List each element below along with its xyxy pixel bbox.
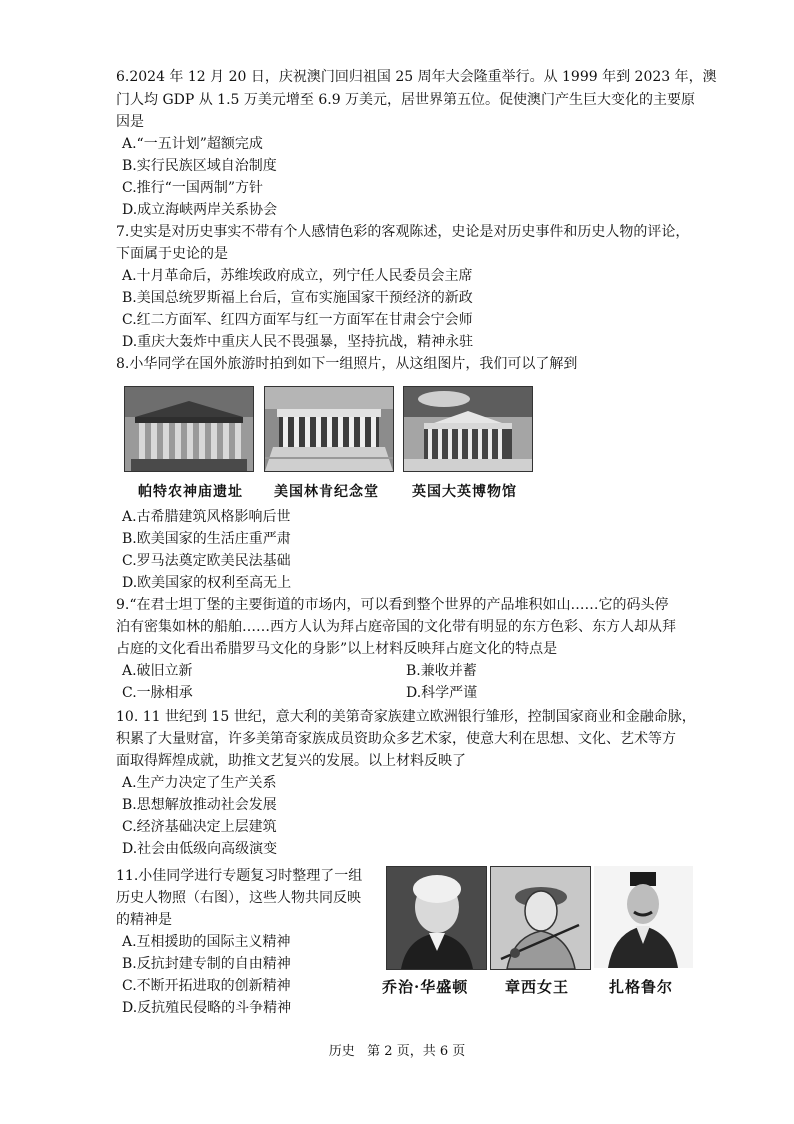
q10-option-a: A.生产力决定了生产关系 [122,775,277,791]
q7-option-a: A.十月革命后，苏维埃政府成立，列宁任人民委员会主席 [122,268,473,284]
q10-stem-line-3: 面取得辉煌成就，助推文艺复兴的发展。以上材料反映了 [116,753,466,769]
q8-option-c: C.罗马法奠定欧美民法基础 [122,553,291,569]
q9-stem-line-3: 占庭的文化看出希腊罗马文化的身影”以上材料反映拜占庭文化的特点是 [116,641,558,657]
q11-stem-line-2: 历史人物照（右图），这些人物共同反映 [116,890,361,906]
q7-option-d: D.重庆大轰炸中重庆人民不畏强暴，坚持抗战，精神永驻 [122,334,474,350]
q9-option-c: C.一脉相承 [122,685,193,701]
q8-option-d: D.欧美国家的权利至高无上 [122,575,292,591]
q8-option-a: A.古希腊建筑风格影响后世 [122,509,291,525]
q6-stem-line-3: 因是 [116,114,144,130]
caption-lincoln-memorial: 美国林肯纪念堂 [274,484,379,500]
parthenon-photo [124,386,254,472]
q7-stem-line-1: 7.史实是对历史事实不带有个人感情色彩的客观陈述，史论是对历史事件和历史人物的评论， [116,224,690,240]
q10-option-c: C.经济基础决定上层建筑 [122,819,277,835]
q8-stem-line-1: 8.小华同学在国外旅游时拍到如下一组照片，从这组图片，我们可以了解到 [116,356,578,372]
q9-option-a: A.破旧立新 [122,663,193,679]
q8-option-b: B.欧美国家的生活庄重严肃 [122,531,291,547]
q9-option-b: B.兼收并蓄 [406,663,477,679]
q10-stem-line-2: 积累了大量财富，许多美第奇家族成员资助众多艺术家，使意大利在思想、文化、艺术等方 [116,731,676,747]
rani-of-jhansi-portrait [490,866,591,970]
q6-stem-line-1: 6.2024 年 12 月 20 日，庆祝澳门回归祖国 25 周年大会隆重举行。从 1999 年到 2023 年，澳 [116,69,717,85]
q10-stem-line-1: 10. 11 世纪到 15 世纪，意大利的美第奇家族建立欧洲银行雏形，控制国家商业和金融命脉， [116,709,696,725]
zaghlul-portrait [594,866,693,968]
caption-parthenon: 帕特农神庙遗址 [138,484,243,500]
q10-option-b: B.思想解放推动社会发展 [122,797,277,813]
q11-stem-line-1: 11.小佳同学进行专题复习时整理了一组 [116,868,363,884]
q9-stem-line-2: 泊有密集如林的船舶……西方人认为拜占庭帝国的文化带有明显的东方色彩、东方人却从拜 [116,619,676,635]
caption-george-washington: 乔治·华盛顿 [382,978,469,996]
caption-british-museum: 英国大英博物馆 [412,484,517,500]
q6-option-a: A.“一五计划”超额完成 [122,136,263,152]
q11-stem-line-3: 的精神是 [116,912,172,928]
q6-option-c: C.推行“一国两制”方针 [122,180,263,196]
q7-option-c: C.红二方面军、红四方面军与红一方面军在甘肃会宁会师 [122,312,473,328]
q11-option-c: C.不断开拓进取的创新精神 [122,978,291,994]
q7-stem-line-2: 下面属于史论的是 [116,246,228,262]
british-museum-photo [403,386,533,472]
q6-option-b: B.实行民族区域自治制度 [122,158,277,174]
q11-option-a: A.互相援助的国际主义精神 [122,934,291,950]
q9-option-d: D.科学严谨 [406,685,478,701]
q7-option-b: B.美国总统罗斯福上台后，宣布实施国家干预经济的新政 [122,290,473,306]
q6-stem-line-2: 门人均 GDP 从 1.5 万美元增至 6.9 万美元，居世界第五位。促使澳门产生巨大变化的主要原 [116,92,696,108]
q11-option-b: B.反抗封建专制的自由精神 [122,956,291,972]
q9-stem-line-1: 9.“在君士坦丁堡的主要街道的市场内，可以看到整个世界的产品堆积如山……它的码头停 [116,597,669,613]
page-footer: 历史 第 2 页，共 6 页 [328,1044,466,1059]
q11-option-d: D.反抗殖民侵略的斗争精神 [122,1000,292,1016]
q10-option-d: D.社会由低级向高级演变 [122,841,278,857]
caption-rani-of-jhansi: 章西女王 [505,978,570,996]
lincoln-memorial-photo [264,386,394,472]
q6-option-d: D.成立海峡两岸关系协会 [122,202,278,218]
washington-portrait [386,866,487,970]
caption-saad-zaghlul: 扎格鲁尔 [609,978,674,996]
